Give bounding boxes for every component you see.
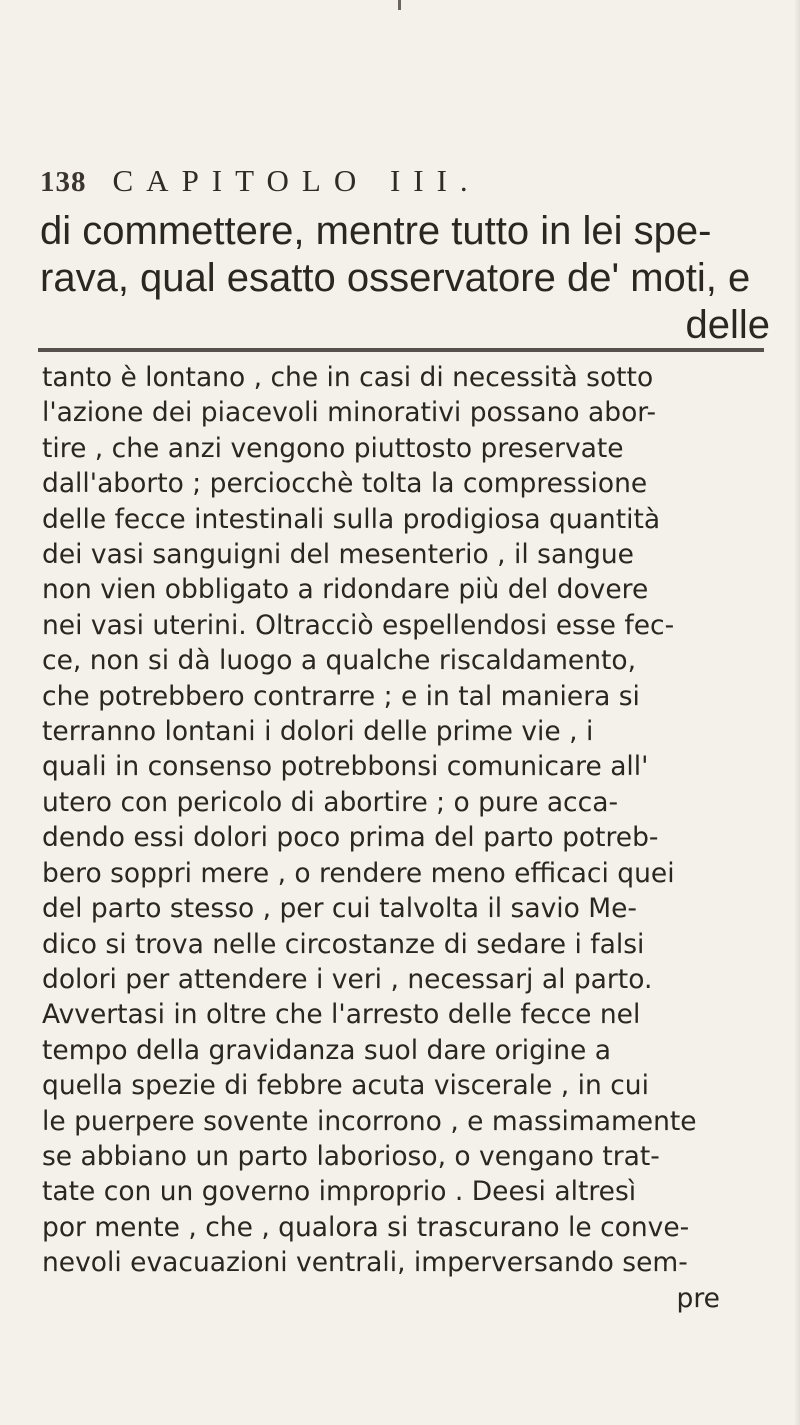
footnote-line: por mente , che , qualora si trascurano le conve-: [42, 1211, 690, 1243]
footnote-separator-rule: [38, 348, 764, 352]
footnote-line: dico si trova nelle circostanze di sedare i falsi: [42, 928, 645, 960]
footnote-line: tanto è lontano , che in casi di necessità sotto: [42, 362, 654, 393]
footnote-line: se abbiano un parto laborioso, o vengano trat-: [42, 1140, 660, 1172]
main-text-line: rava, qual esatto osservatore de' moti, e: [40, 256, 751, 300]
page-edge-shadow: [794, 0, 800, 1425]
footnote-line: del parto stesso , per cui talvolta il savio Me-: [42, 893, 637, 925]
footnote-line: dolori per attendere i veri , necessarj al parto.: [42, 963, 653, 995]
footnote-line: Avvertasi in oltre che l'arresto delle fecce nel: [42, 999, 641, 1031]
page-number: 138: [40, 166, 87, 198]
footnote-catchword: pre: [676, 1282, 720, 1314]
catchword: delle: [685, 303, 770, 347]
top-margin-mark: [398, 0, 401, 10]
footnote-line: nevoli evacuazioni ventrali, imperversando sem-: [42, 1247, 688, 1279]
footnote-line: tempo della gravidanza suol dare origine a: [42, 1034, 612, 1066]
running-head: CAPITOLO III.: [112, 163, 481, 198]
footnote-line: quali in consenso potrebbonsi comunicare all': [42, 751, 649, 783]
footnote-text: [42, 360, 772, 1316]
footnote-line: ce, non si dà luogo a qualche riscaldamento,: [42, 645, 637, 677]
footnote-line: terranno lontani i dolori delle prime vie , i: [42, 716, 594, 748]
footnote-line: utero con pericolo di abortire ; o pure acca-: [42, 786, 618, 818]
footnote-line: non vien obbligato a ridondare più del dovere: [42, 574, 649, 606]
main-text: [40, 208, 770, 349]
footnote-line: bero soppri mere , o rendere meno efficaci quei: [42, 857, 675, 889]
footnote-line: dendo essi dolori poco prima del parto potreb-: [42, 822, 659, 854]
footnote-line: tate con un governo improprio . Deesi altresì: [42, 1176, 637, 1208]
page-header: [40, 163, 760, 203]
main-text-line: di commettere, mentre tutto in lei spe-: [40, 209, 712, 253]
footnote-line: le puerpere sovente incorrono , e massimamente: [42, 1105, 697, 1137]
footnote-line: quella spezie di febbre acuta viscerale , in cui: [42, 1070, 649, 1102]
footnote-line: che potrebbero contrarre ; e in tal maniera si: [42, 680, 640, 712]
footnote-line: dall'aborto ; perciocchè tolta la compressione: [42, 468, 648, 500]
footnote-line: dei vasi sanguigni del mesenterio , il sangue: [42, 539, 634, 571]
footnote-line: delle fecce intestinali sulla prodigiosa quantità: [42, 503, 661, 535]
footnote-line: tire , che anzi vengono piuttosto preservate: [42, 432, 624, 464]
footnote-line: nei vasi uterini. Oltracciò espellendosi esse fec-: [42, 609, 675, 641]
footnote-line: l'azione dei piacevoli minorativi possano abor-: [42, 397, 657, 429]
